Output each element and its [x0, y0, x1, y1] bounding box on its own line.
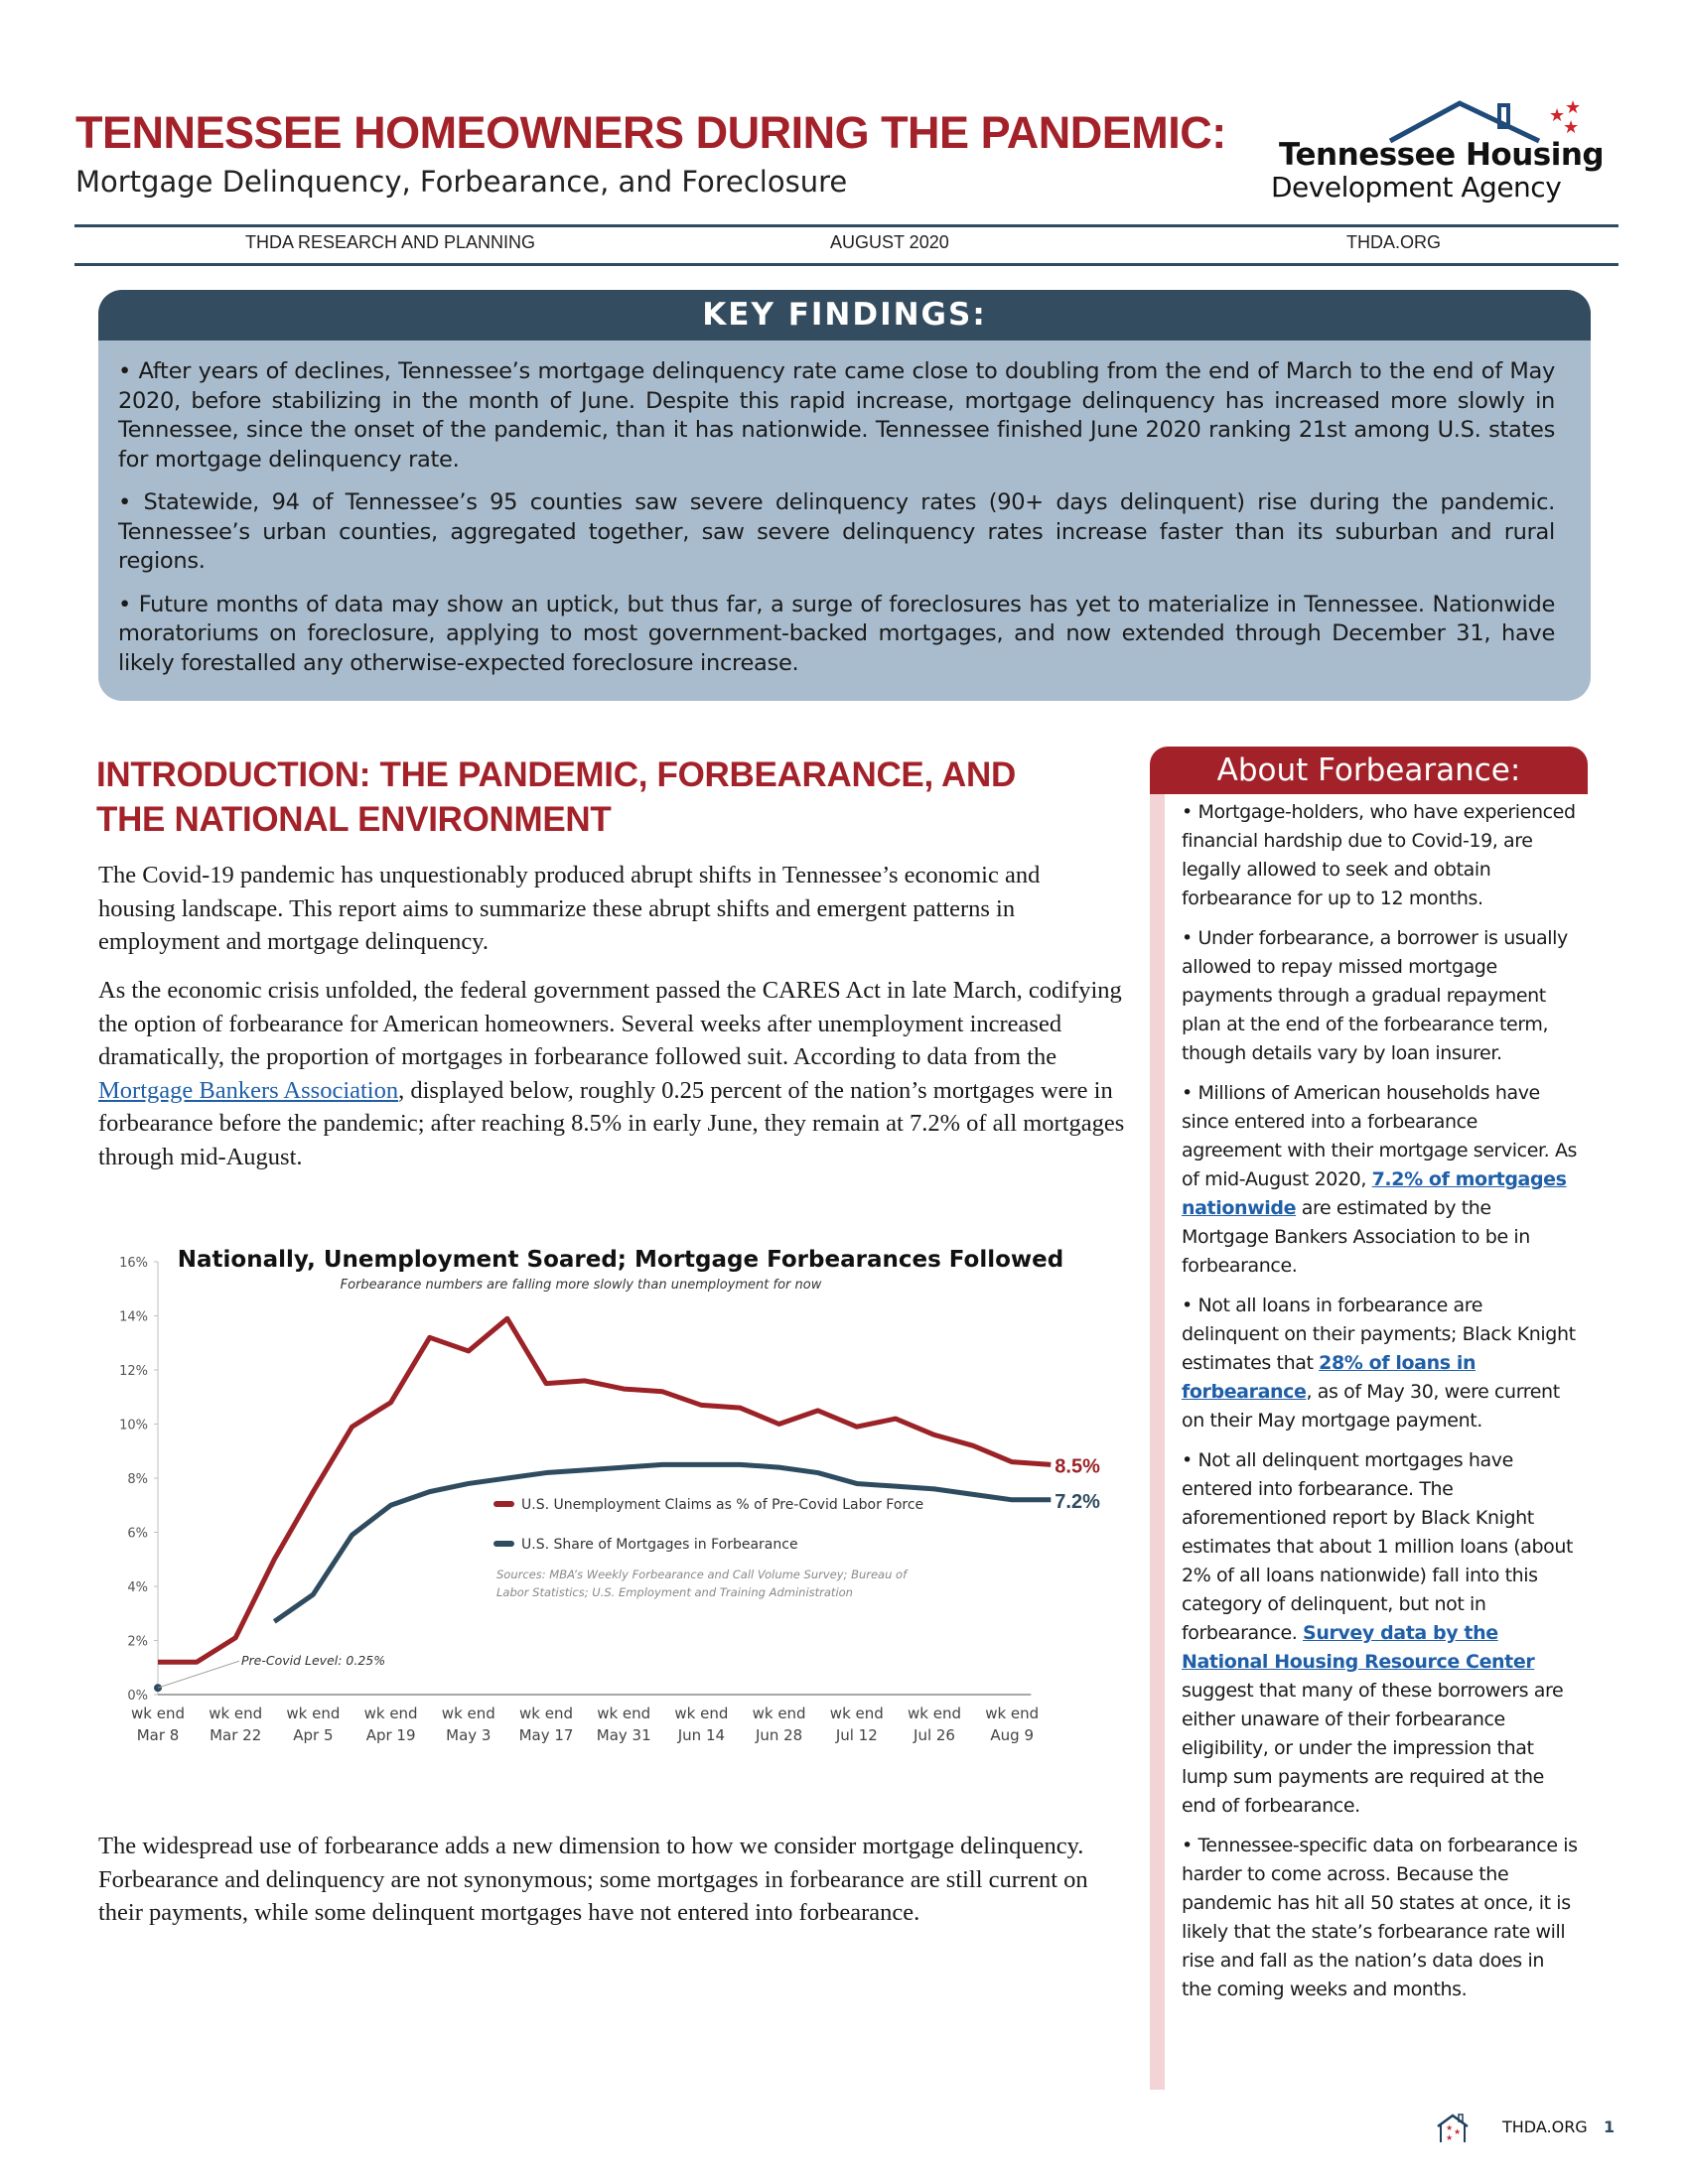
intro-paragraph-2-text: As the economic crisis unfolded, the federal government passed the CARES Act in late March, codifying the option of forbearance for American homeowners. Several weeks after unemployment increased dramatically, the proportion of mortgages in forbearance followed suit. According to data from the	[98, 977, 1122, 1070]
intro-paragraph-2	[98, 974, 1131, 1173]
annotation-label: Pre-Covid Level: 0.25%	[241, 1653, 386, 1669]
sidebar-item-text-end: are estimated by the Mortgage Bankers Association to be in forbearance.	[1182, 1197, 1530, 1277]
svg-text:★: ★	[1446, 2133, 1454, 2142]
x-tick-label: Aug 9	[990, 1726, 1035, 1744]
legend-label: U.S. Unemployment Claims as % of Pre-Covid Labor Force	[521, 1497, 924, 1513]
y-tick-label: 0%	[127, 1689, 148, 1704]
x-tick-label: wk end	[829, 1705, 884, 1722]
y-tick-label: 6%	[127, 1526, 148, 1542]
x-tick-label: wk end	[286, 1705, 341, 1722]
header-rule-bottom	[74, 263, 1618, 266]
x-tick-label: wk end	[752, 1705, 806, 1722]
x-tick-label: wk end	[597, 1705, 651, 1722]
sidebar-item	[1182, 924, 1579, 1068]
legend-label: U.S. Share of Mortgages in Forbearance	[521, 1537, 798, 1553]
report-subtitle: Mortgage Delinquency, Forbearance, and Foreclosure	[75, 165, 848, 199]
key-findings-box	[98, 290, 1591, 701]
x-tick-label: wk end	[908, 1705, 961, 1722]
thda-house-icon	[1435, 2113, 1475, 2144]
x-tick-label: May 17	[518, 1726, 574, 1744]
sidebar-item-text: Under forbearance, a borrower is usually allowed to repay missed mortgage payments through a gradual repayment plan at the end of the forbearance term, though details vary by loan insurer.	[1182, 927, 1568, 1064]
key-finding-item: • After years of declines, Tennessee’s mortgage delinquency rate came close to doubling from the end of March to the end of May 2020, before stabilizing in the month of June. Despite this rapid increase, mortgage delinquency has increased more slowly in Tennessee, since the onset of the pandemic, than it has nationwide. Tennessee finished June 2020 ranking 21st among U.S. states for mortgage delinquency rate.	[118, 357, 1555, 475]
x-tick-label: May 3	[446, 1726, 492, 1744]
x-tick-label: Jun 14	[677, 1726, 726, 1744]
sidebar-item	[1182, 1446, 1579, 1821]
key-findings-list	[118, 357, 1555, 692]
y-tick-label: 16%	[119, 1256, 148, 1271]
sidebar-item-text: Millions of American households have since entered into a forbearance agreement with their mortgage servicer. As of mid-August 2020,	[1182, 1082, 1578, 1190]
sidebar-list	[1182, 798, 1579, 2015]
sidebar-accent-bar	[1150, 794, 1165, 2090]
x-tick-label: Jul 12	[835, 1726, 878, 1744]
sidebar-item-text: Mortgage-holders, who have experienced financial hardship due to Covid-19, are legally allowed to seek and obtain forbearance for up to 12 months.	[1182, 801, 1576, 909]
mba-forbearance-link[interactable]: 7.2% of mortgages nationwide	[1182, 1168, 1567, 1219]
meta-date: AUGUST 2020	[830, 232, 949, 252]
x-tick-label: wk end	[131, 1705, 185, 1722]
annotation-leader	[158, 1661, 239, 1688]
mba-link[interactable]: Mortgage Bankers Association	[98, 1076, 399, 1104]
x-tick-label: wk end	[519, 1705, 573, 1722]
svg-text:★: ★	[1446, 2123, 1454, 2132]
series-end-label: 8.5%	[1055, 1455, 1100, 1478]
x-tick-label: wk end	[441, 1705, 495, 1722]
x-tick-label: Apr 5	[293, 1726, 334, 1744]
y-tick-label: 10%	[119, 1418, 148, 1433]
intro-heading: INTRODUCTION: THE PANDEMIC, FORBEARANCE, AND THE NATIONAL ENVIRONMENT	[96, 755, 1016, 839]
chart-subtitle: Forbearance numbers are falling more slowly than unemployment for now	[340, 1278, 822, 1293]
chart-source: Sources: MBA’s Weekly Forbearance and Call Volume Survey; Bureau of	[496, 1568, 908, 1581]
x-tick-label: Mar 22	[210, 1726, 262, 1744]
svg-text:★: ★	[1565, 99, 1582, 118]
key-finding-item: • Statewide, 94 of Tennessee’s 95 counties saw severe delinquency rates (90+ days delinquent) rise during the pandemic. Tennessee’s urban counties, aggregated together, saw severe delinquency rates increase faster than its suburban and rural regions.	[118, 488, 1555, 577]
x-tick-label: Jun 28	[755, 1726, 803, 1744]
x-tick-label: wk end	[674, 1705, 729, 1722]
sidebar-heading: About Forbearance:	[1150, 747, 1588, 794]
nhrc-survey-link[interactable]: Survey data by the National Housing Resource Center	[1182, 1622, 1535, 1673]
y-tick-label: 14%	[119, 1309, 148, 1325]
logo-name-line1: Tennessee Housing	[1279, 137, 1605, 173]
sidebar-item	[1182, 798, 1579, 913]
y-tick-label: 12%	[119, 1364, 148, 1379]
x-tick-label: wk end	[209, 1705, 263, 1722]
y-tick-label: 2%	[127, 1634, 148, 1650]
chart-source: Labor Statistics; U.S. Employment and Training Administration	[496, 1585, 853, 1599]
black-knight-link[interactable]: 28% of loans in forbearance	[1182, 1352, 1477, 1403]
sidebar-item	[1182, 1832, 1579, 2004]
meta-website[interactable]: THDA.ORG	[1346, 232, 1442, 252]
logo-name-line2: Development Agency	[1271, 171, 1562, 204]
sidebar-item-text: Tennessee-specific data on forbearance is harder to come across. Because the pandemic has hit all 50 states at once, it is likely that the state’s forbearance rate will rise and fall as the nation’s data does in the coming weeks and months.	[1182, 1835, 1578, 2000]
svg-text:★: ★	[1563, 117, 1580, 138]
intro-paragraph-2-text-end: , displayed below, roughly 0.25 percent of the nation’s mortgages were in forbearance before the pandemic; after reaching 8.5% in early June, they remain at 7.2% of all mortgages through mid-August.	[98, 1076, 1125, 1170]
svg-text:★: ★	[1454, 2127, 1462, 2136]
sidebar-item	[1182, 1292, 1579, 1435]
series-end-label: 7.2%	[1055, 1490, 1100, 1513]
svg-text:★: ★	[1549, 105, 1566, 126]
chart-svg	[99, 1231, 1112, 1767]
meta-department: THDA RESEARCH AND PLANNING	[245, 232, 536, 252]
forbearance-paragraph: The widespread use of forbearance adds a new dimension to how we consider mortgage delinquency. Forbearance and delinquency are not synonymous; some mortgages in forbearance are still current on their payments, while some delinquent mortgages have not entered into forbearance.	[98, 1833, 1088, 1926]
key-findings-heading: KEY FINDINGS:	[98, 290, 1591, 341]
key-finding-item: • Future months of data may show an uptick, but thus far, a surge of foreclosures has yet to materialize in Tennessee. Nationwide moratoriums on foreclosure, applying to most government-backed mortgages, and now extended through December 31, have likely forestalled any otherwise-expected foreclosure increase.	[118, 591, 1555, 679]
x-tick-label: May 31	[596, 1726, 651, 1744]
y-tick-label: 4%	[127, 1580, 148, 1595]
footer-site[interactable]: THDA.ORG	[1502, 2117, 1588, 2136]
report-title: TENNESSEE HOMEOWNERS DURING THE PANDEMIC:	[75, 107, 1226, 158]
header-rule-top	[74, 224, 1618, 227]
page-number: 1	[1604, 2117, 1616, 2136]
sidebar-item-text-end: , as of May 30, were current on their May mortgage payment.	[1182, 1381, 1560, 1432]
x-tick-label: wk end	[985, 1705, 1040, 1722]
x-tick-label: Mar 8	[136, 1726, 180, 1744]
x-tick-label: Apr 19	[365, 1726, 416, 1744]
chart-title: Nationally, Unemployment Soared; Mortgage Forbearances Followed	[177, 1247, 1064, 1273]
x-tick-label: wk end	[363, 1705, 418, 1722]
forbearance-unemployment-chart	[99, 1231, 1112, 1767]
sidebar-item-text-end: suggest that many of these borrowers are either unaware of their forbearance eligibility, or under the impression that lump sum payments are required at the end of forbearance.	[1182, 1680, 1564, 1817]
intro-paragraph-1: The Covid-19 pandemic has unquestionably produced abrupt shifts in Tennessee’s economic and housing landscape. This report aims to summarize these abrupt shifts and emergent patterns in employment and mortgage delinquency.	[98, 862, 1041, 955]
y-tick-label: 8%	[127, 1472, 148, 1487]
sidebar-item-text: Not all delinquent mortgages have entered into forbearance. The aforementioned report by Black Knight estimates that about 1 million loans (about 2% of all loans nationwide) fall into this category of delinquent, but not in forbearance.	[1182, 1449, 1574, 1644]
sidebar-item	[1182, 1079, 1579, 1281]
x-tick-label: Jul 26	[914, 1726, 955, 1744]
sidebar-item-text: Not all loans in forbearance are delinquent on their payments; Black Knight estimates that	[1182, 1295, 1576, 1374]
thda-logo	[1271, 99, 1609, 208]
